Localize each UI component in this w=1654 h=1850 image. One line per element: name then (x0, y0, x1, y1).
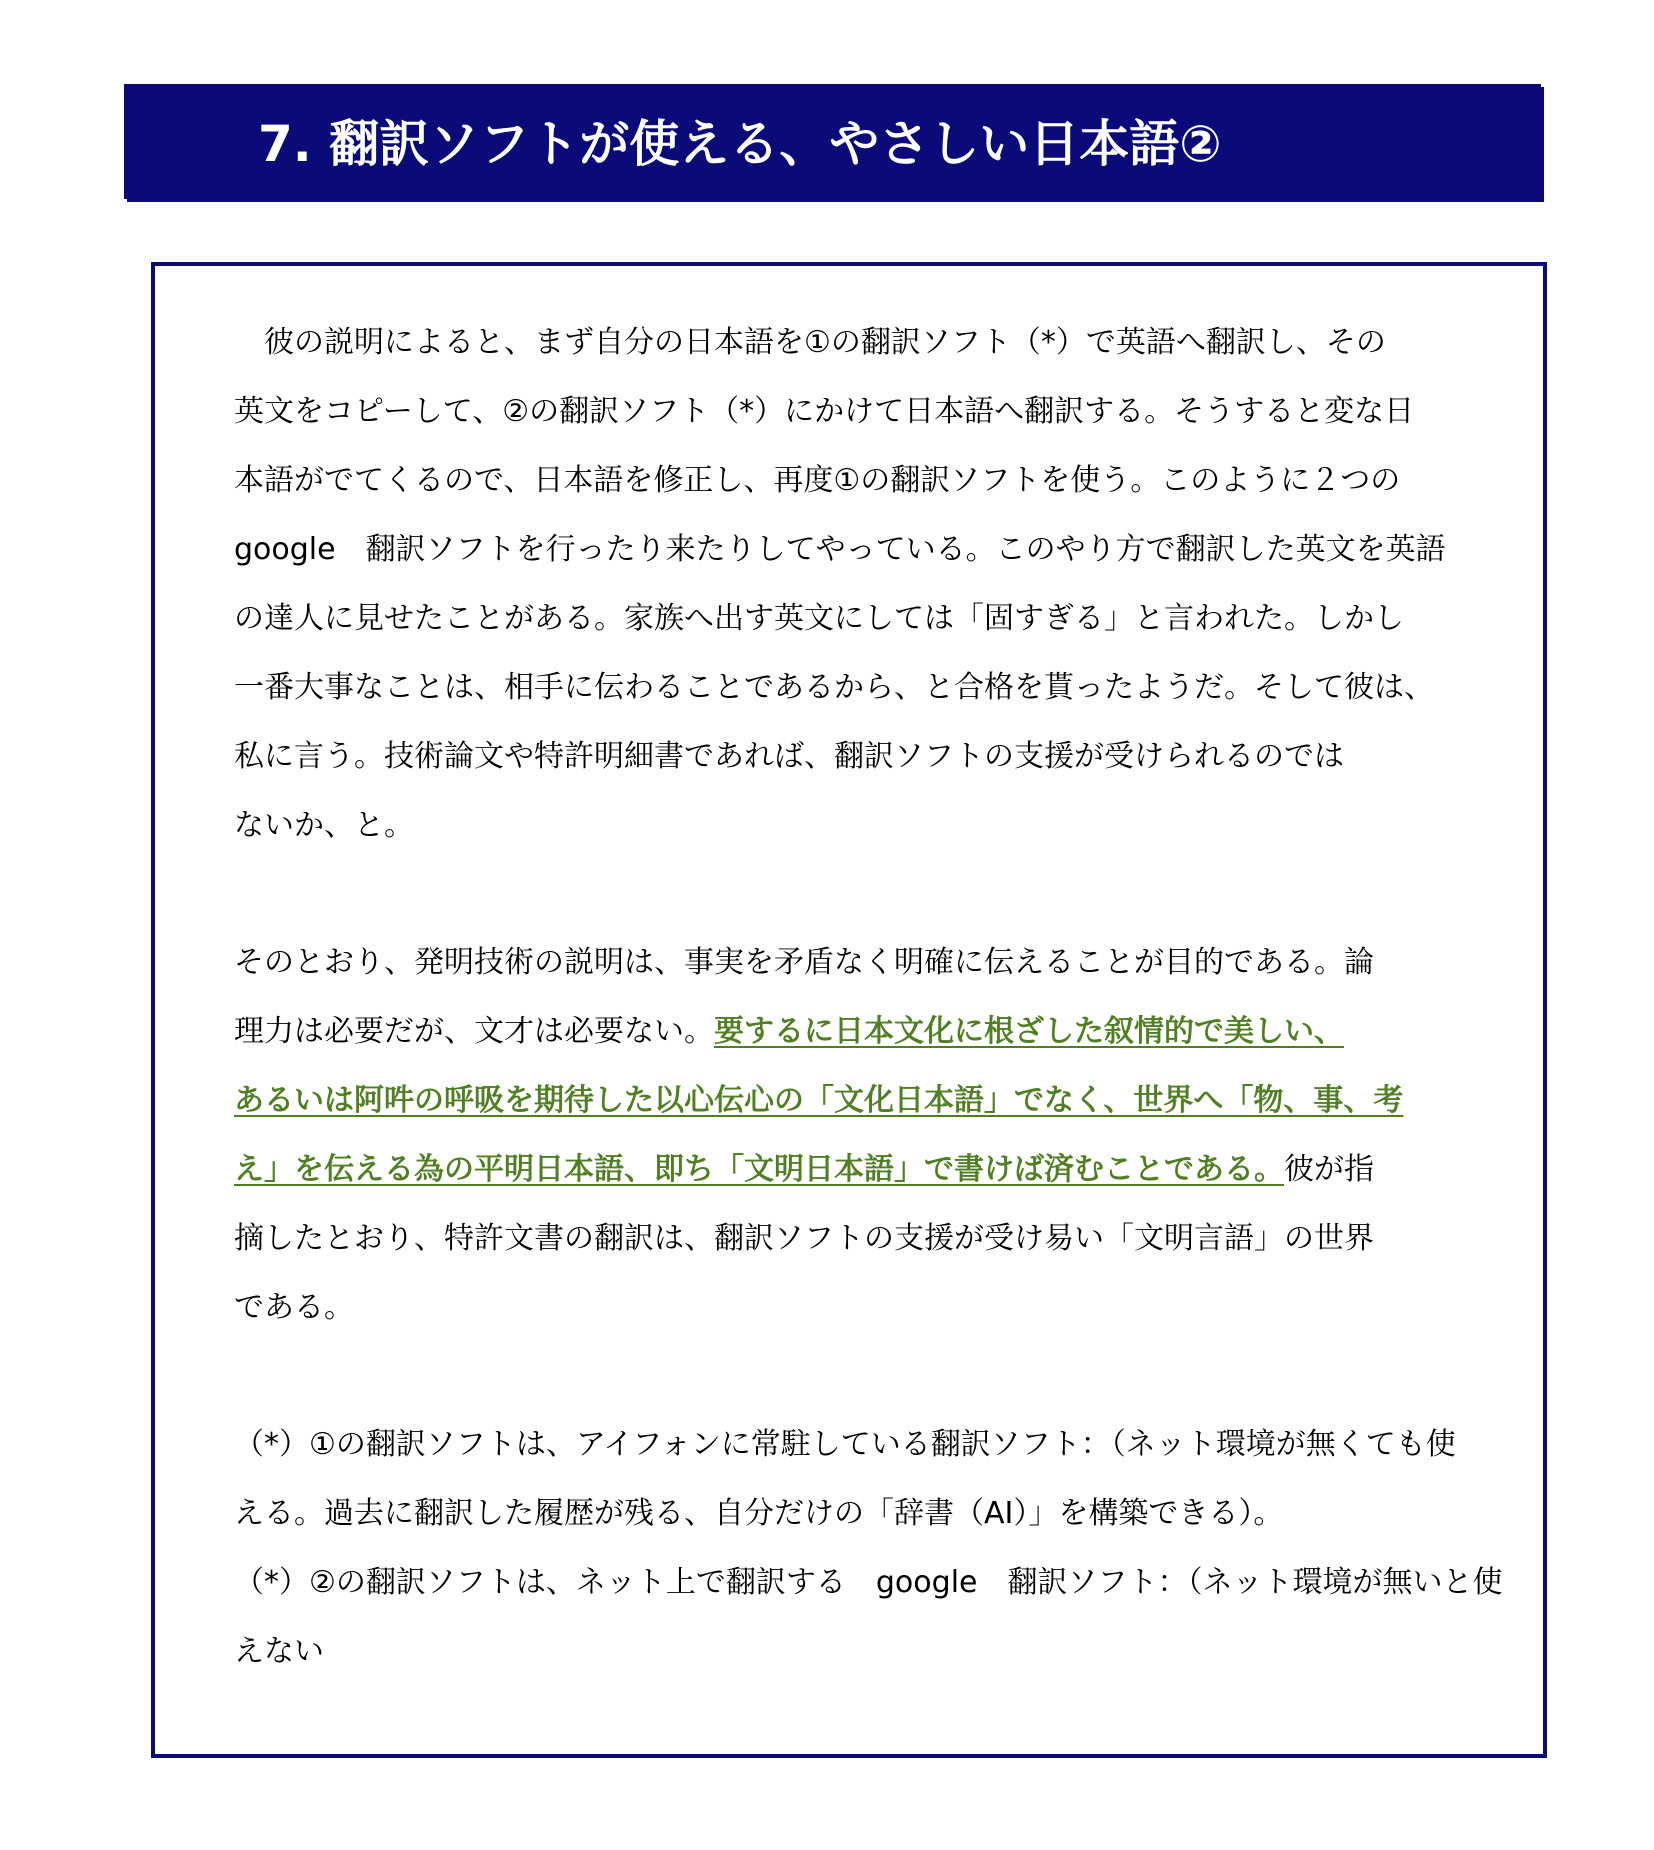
page-title: 7. 翻訳ソフトが使える、やさしい日本語② (258, 115, 1222, 173)
paragraph2-line: 摘したとおり、特許文書の翻訳は、翻訳ソフトの支援が受け易い「文明言語」の世界 (234, 1221, 1374, 1256)
paragraph2-line (234, 1078, 1403, 1124)
paragraph2-line: である。 (234, 1290, 354, 1325)
highlighted-text: あるいは阿吽の呼吸を期待した以心伝心の「文化日本語」でなく、世界へ「物、事、考 (234, 1083, 1404, 1118)
highlighted-text: え」を伝える為の平明日本語、即ち「文明日本語」で書けば済むことである。 (234, 1152, 1284, 1187)
paragraph1-line: ないか、と。 (234, 808, 414, 843)
paragraph2-line (234, 1009, 1344, 1055)
paragraph1-line: google 翻訳ソフトを行ったり来たりしてやっている。このやり方で翻訳した英文を英語 (234, 532, 1446, 567)
note-line: えない (234, 1634, 324, 1669)
note-line: （*）②の翻訳ソフトは、ネット上で翻訳する google 翻訳ソフト：（ネット環境が無いと使 (234, 1565, 1503, 1600)
paragraph2-text: 彼が指 (1284, 1152, 1374, 1187)
paragraph1-line: の達人に見せたことがある。家族へ出す英文にしては「固すぎる」と言われた。しかし (234, 601, 1404, 636)
paragraph1-line: 私に言う。技術論文や特許明細書であれば、翻訳ソフトの支援が受けられるのでは (234, 739, 1344, 774)
note-line: える。過去に翻訳した履歴が残る、自分だけの「辞書（AI）」を構築できる）。 (234, 1496, 1284, 1531)
paragraph2-line: そのとおり、発明技術の説明は、事実を矛盾なく明確に伝えることが目的である。論 (234, 945, 1374, 980)
highlighted-text: 要するに日本文化に根ざした叙情的で美しい、 (714, 1014, 1344, 1049)
paragraph1-line: 本語がでてくるので、日本語を修正し、再度①の翻訳ソフトを使う。このように２つの (234, 463, 1401, 498)
paragraph1-line: 一番大事なことは、相手に伝わることであるから、と合格を貰ったようだ。そして彼は、 (234, 670, 1434, 705)
paragraph1-line: 彼の説明によると、まず自分の日本語を①の翻訳ソフト（*）で英語へ翻訳し、その (234, 325, 1386, 360)
paragraph2-line (234, 1147, 1374, 1193)
paragraph2-text: 理力は必要だが、文才は必要ない。 (234, 1014, 714, 1049)
paragraph1-line: 英文をコピーして、②の翻訳ソフト（*）にかけて日本語へ翻訳する。そうすると変な日 (234, 394, 1415, 429)
note-line: （*）①の翻訳ソフトは、アイフォンに常駐している翻訳ソフト：（ネット環境が無くても使 (234, 1427, 1456, 1462)
